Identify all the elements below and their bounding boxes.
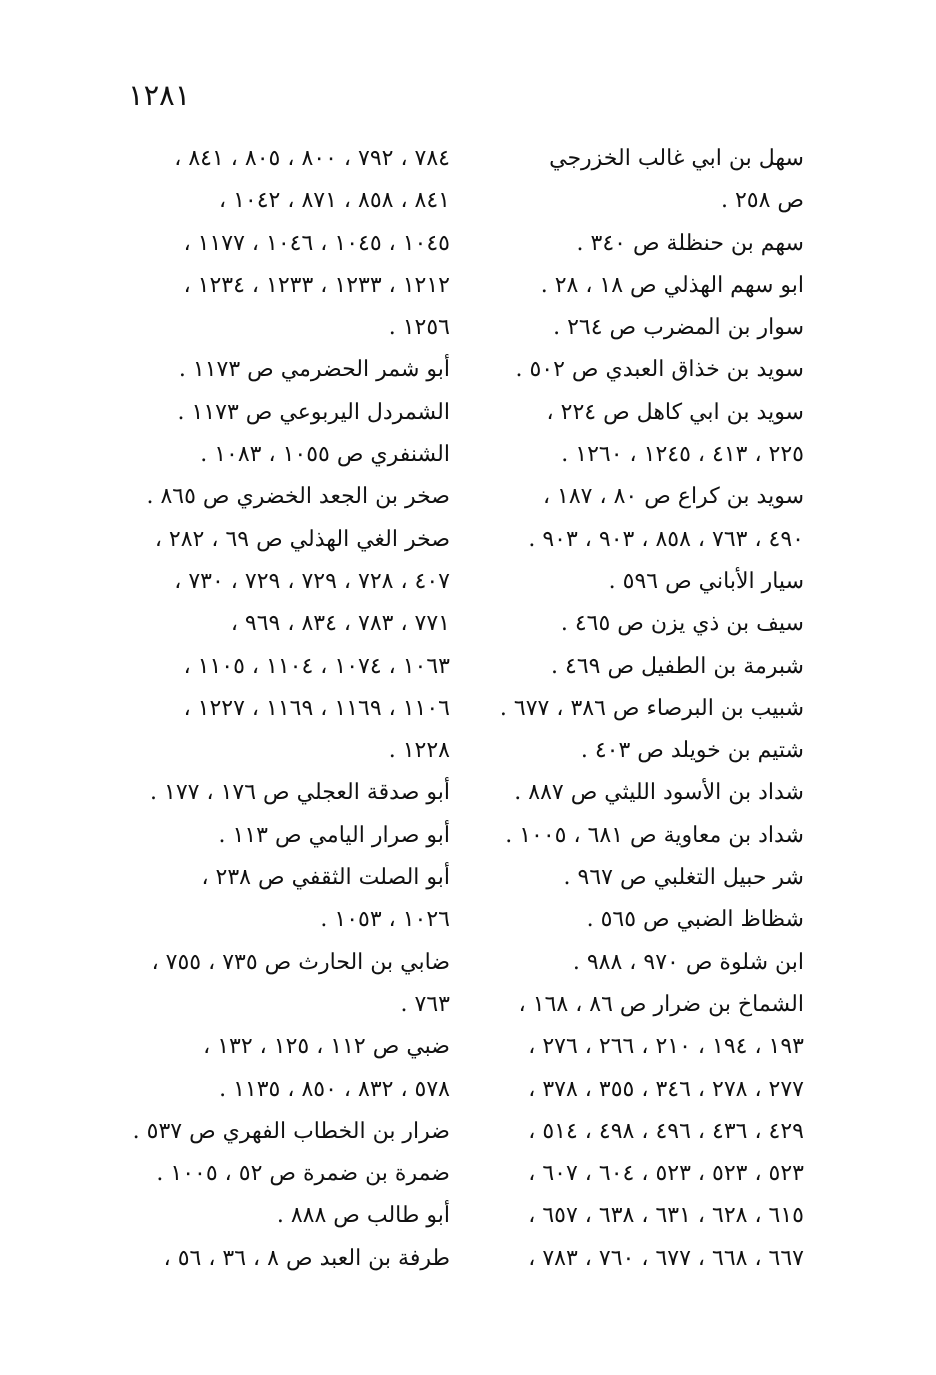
index-line: سويد بن خذاق العبدي ص ٥٠٢ . bbox=[515, 357, 804, 383]
index-line: أبو طالب ص ٨٨٨ . bbox=[276, 1203, 450, 1229]
index-line: ابو سهم الهذلي ص ١٨ ، ٢٨ . bbox=[540, 272, 804, 298]
index-line: ص ٢٥٨ . bbox=[720, 188, 804, 214]
index-line: شر حبيل التغلبي ص ٩٦٧ . bbox=[563, 865, 804, 891]
index-line: شتيم بن خويلد ص ٤٠٣ . bbox=[580, 738, 804, 764]
index-line: ٥٢٣ ، ٥٢٣ ، ٥٢٣ ، ٦٠٤ ، ٦٠٧ ، bbox=[528, 1161, 804, 1187]
index-line: أبو صدقة العجلي ص ١٧٦ ، ١٧٧ . bbox=[150, 780, 450, 806]
index-line: ضرار بن الخطاب الفهري ص ٥٣٧ . bbox=[132, 1118, 450, 1144]
index-line: ٤٩٠ ، ٧٦٣ ، ٨٥٨ ، ٩٠٣ ، ٩٠٣ . bbox=[528, 526, 804, 552]
index-line: سيار الأباني ص ٥٩٦ . bbox=[608, 568, 804, 594]
index-line: صخر بن الجعد الخضري ص ٨٦٥ . bbox=[146, 484, 450, 510]
index-line: ٦١٥ ، ٦٢٨ ، ٦٣١ ، ٦٣٨ ، ٦٥٧ ، bbox=[528, 1203, 804, 1229]
index-line: ١٢٥٦ . bbox=[388, 315, 450, 341]
index-line: صخر الغي الهذلي ص ٦٩ ، ٢٨٢ ، bbox=[154, 526, 450, 552]
index-column-left bbox=[120, 138, 450, 1280]
index-line: ٢٢٥ ، ٤١٣ ، ١٢٤٥ ، ١٢٦٠ . bbox=[561, 442, 804, 468]
index-line: ٥٧٨ ، ٨٣٢ ، ٨٥٠ ، ١١٣٥ . bbox=[219, 1076, 450, 1102]
index-line: أبو شمر الحضرمي ص ١١٧٣ . bbox=[178, 357, 450, 383]
index-line: ١٠٦٣ ، ١٠٧٤ ، ١١٠٤ ، ١١٠٥ ، bbox=[183, 653, 450, 679]
page-number: ١٢٨١ bbox=[128, 78, 191, 112]
index-line: سهم بن حنظلة ص ٣٤٠ . bbox=[576, 230, 804, 256]
index-line: ١٠٤٥ ، ١٠٤٥ ، ١٠٤٦ ، ١١٧٧ ، bbox=[183, 230, 450, 256]
index-line: ضبي ص ١١٢ ، ١٢٥ ، ١٣٢ ، bbox=[203, 1034, 450, 1060]
index-line: سوار بن المضرب ص ٢٦٤ . bbox=[553, 315, 804, 341]
index-line: الشنفري ص ١٠٥٥ ، ١٠٨٣ . bbox=[200, 442, 450, 468]
index-line: ٢٧٧ ، ٢٧٨ ، ٣٤٦ ، ٣٥٥ ، ٣٧٨ ، bbox=[528, 1076, 804, 1102]
index-column-right bbox=[464, 138, 804, 1280]
index-line: سويد بن ابي كاهل ص ٢٢٤ ، bbox=[546, 399, 804, 425]
index-line: ٧٨٤ ، ٧٩٢ ، ٨٠٠ ، ٨٠٥ ، ٨٤١ ، bbox=[174, 146, 450, 171]
index-line: ١٠٢٦ ، ١٠٥٣ . bbox=[320, 907, 450, 933]
index-line: طرفة بن العبد ص ٨ ، ٣٦ ، ٥٦ ، bbox=[163, 1245, 450, 1271]
index-line: شداد بن الأسود الليثي ص ٨٨٧ . bbox=[514, 780, 804, 806]
index-line: شبرمة بن الطفيل ص ٤٦٩ . bbox=[551, 653, 804, 679]
index-line: ١٩٣ ، ١٩٤ ، ٢١٠ ، ٢٦٦ ، ٢٧٦ ، bbox=[528, 1034, 804, 1060]
index-line: ابن شلوة ص ٩٧٠ ، ٩٨٨ . bbox=[572, 949, 804, 975]
index-line: شظاظ الضبي ص ٥٦٥ . bbox=[586, 907, 804, 933]
index-line: ضمرة بن ضمرة ص ٥٢ ، ١٠٠٥ . bbox=[156, 1161, 450, 1187]
index-line: أبو الصلت الثقفي ص ٢٣٨ ، bbox=[201, 865, 450, 891]
index-line: سيف بن ذي يزن ص ٤٦٥ . bbox=[560, 611, 804, 637]
index-line: شبيب بن البرصاء ص ٣٨٦ ، ٦٧٧ . bbox=[499, 695, 804, 721]
index-line: ٤٢٩ ، ٤٣٦ ، ٤٩٦ ، ٤٩٨ ، ٥١٤ ، bbox=[528, 1118, 804, 1144]
index-line: ٧٦٣ . bbox=[400, 991, 450, 1017]
index-line: الشمردل اليربوعي ص ١١٧٣ . bbox=[177, 399, 450, 425]
index-line: ضابي بن الحارث ص ٧٣٥ ، ٧٥٥ ، bbox=[151, 949, 450, 975]
index-line: ١١٠٦ ، ١١٦٩ ، ١١٦٩ ، ١٢٢٧ ، bbox=[183, 695, 450, 721]
index-line: ١٢٢٨ . bbox=[388, 738, 450, 764]
index-line: سويد بن كراع ص ٨٠ ، ١٨٧ ، bbox=[542, 484, 804, 510]
index-line: شداد بن معاوية ص ٦٨١ ، ١٠٠٥ . bbox=[505, 822, 804, 848]
index-line: ٧٧١ ، ٧٨٣ ، ٨٣٤ ، ٩٦٩ ، bbox=[230, 611, 450, 637]
index-line: ٦٦٧ ، ٦٦٨ ، ٦٧٧ ، ٧٦٠ ، ٧٨٣ ، bbox=[528, 1245, 804, 1271]
index-line: أبو صرار اليامي ص ١١٣ . bbox=[218, 822, 450, 848]
index-line: ٤٠٧ ، ٧٢٨ ، ٧٢٩ ، ٧٢٩ ، ٧٣٠ ، bbox=[174, 568, 450, 594]
index-line: سهل بن ابي غالب الخزرجي bbox=[549, 146, 804, 171]
index-line: الشماخ بن ضرار ص ٨٦ ، ١٦٨ ، bbox=[518, 991, 804, 1017]
index-line: ١٢١٢ ، ١٢٣٣ ، ١٢٣٣ ، ١٢٣٤ ، bbox=[183, 272, 450, 298]
index-line: ٨٤١ ، ٨٥٨ ، ٨٧١ ، ١٠٤٢ ، bbox=[219, 188, 450, 214]
